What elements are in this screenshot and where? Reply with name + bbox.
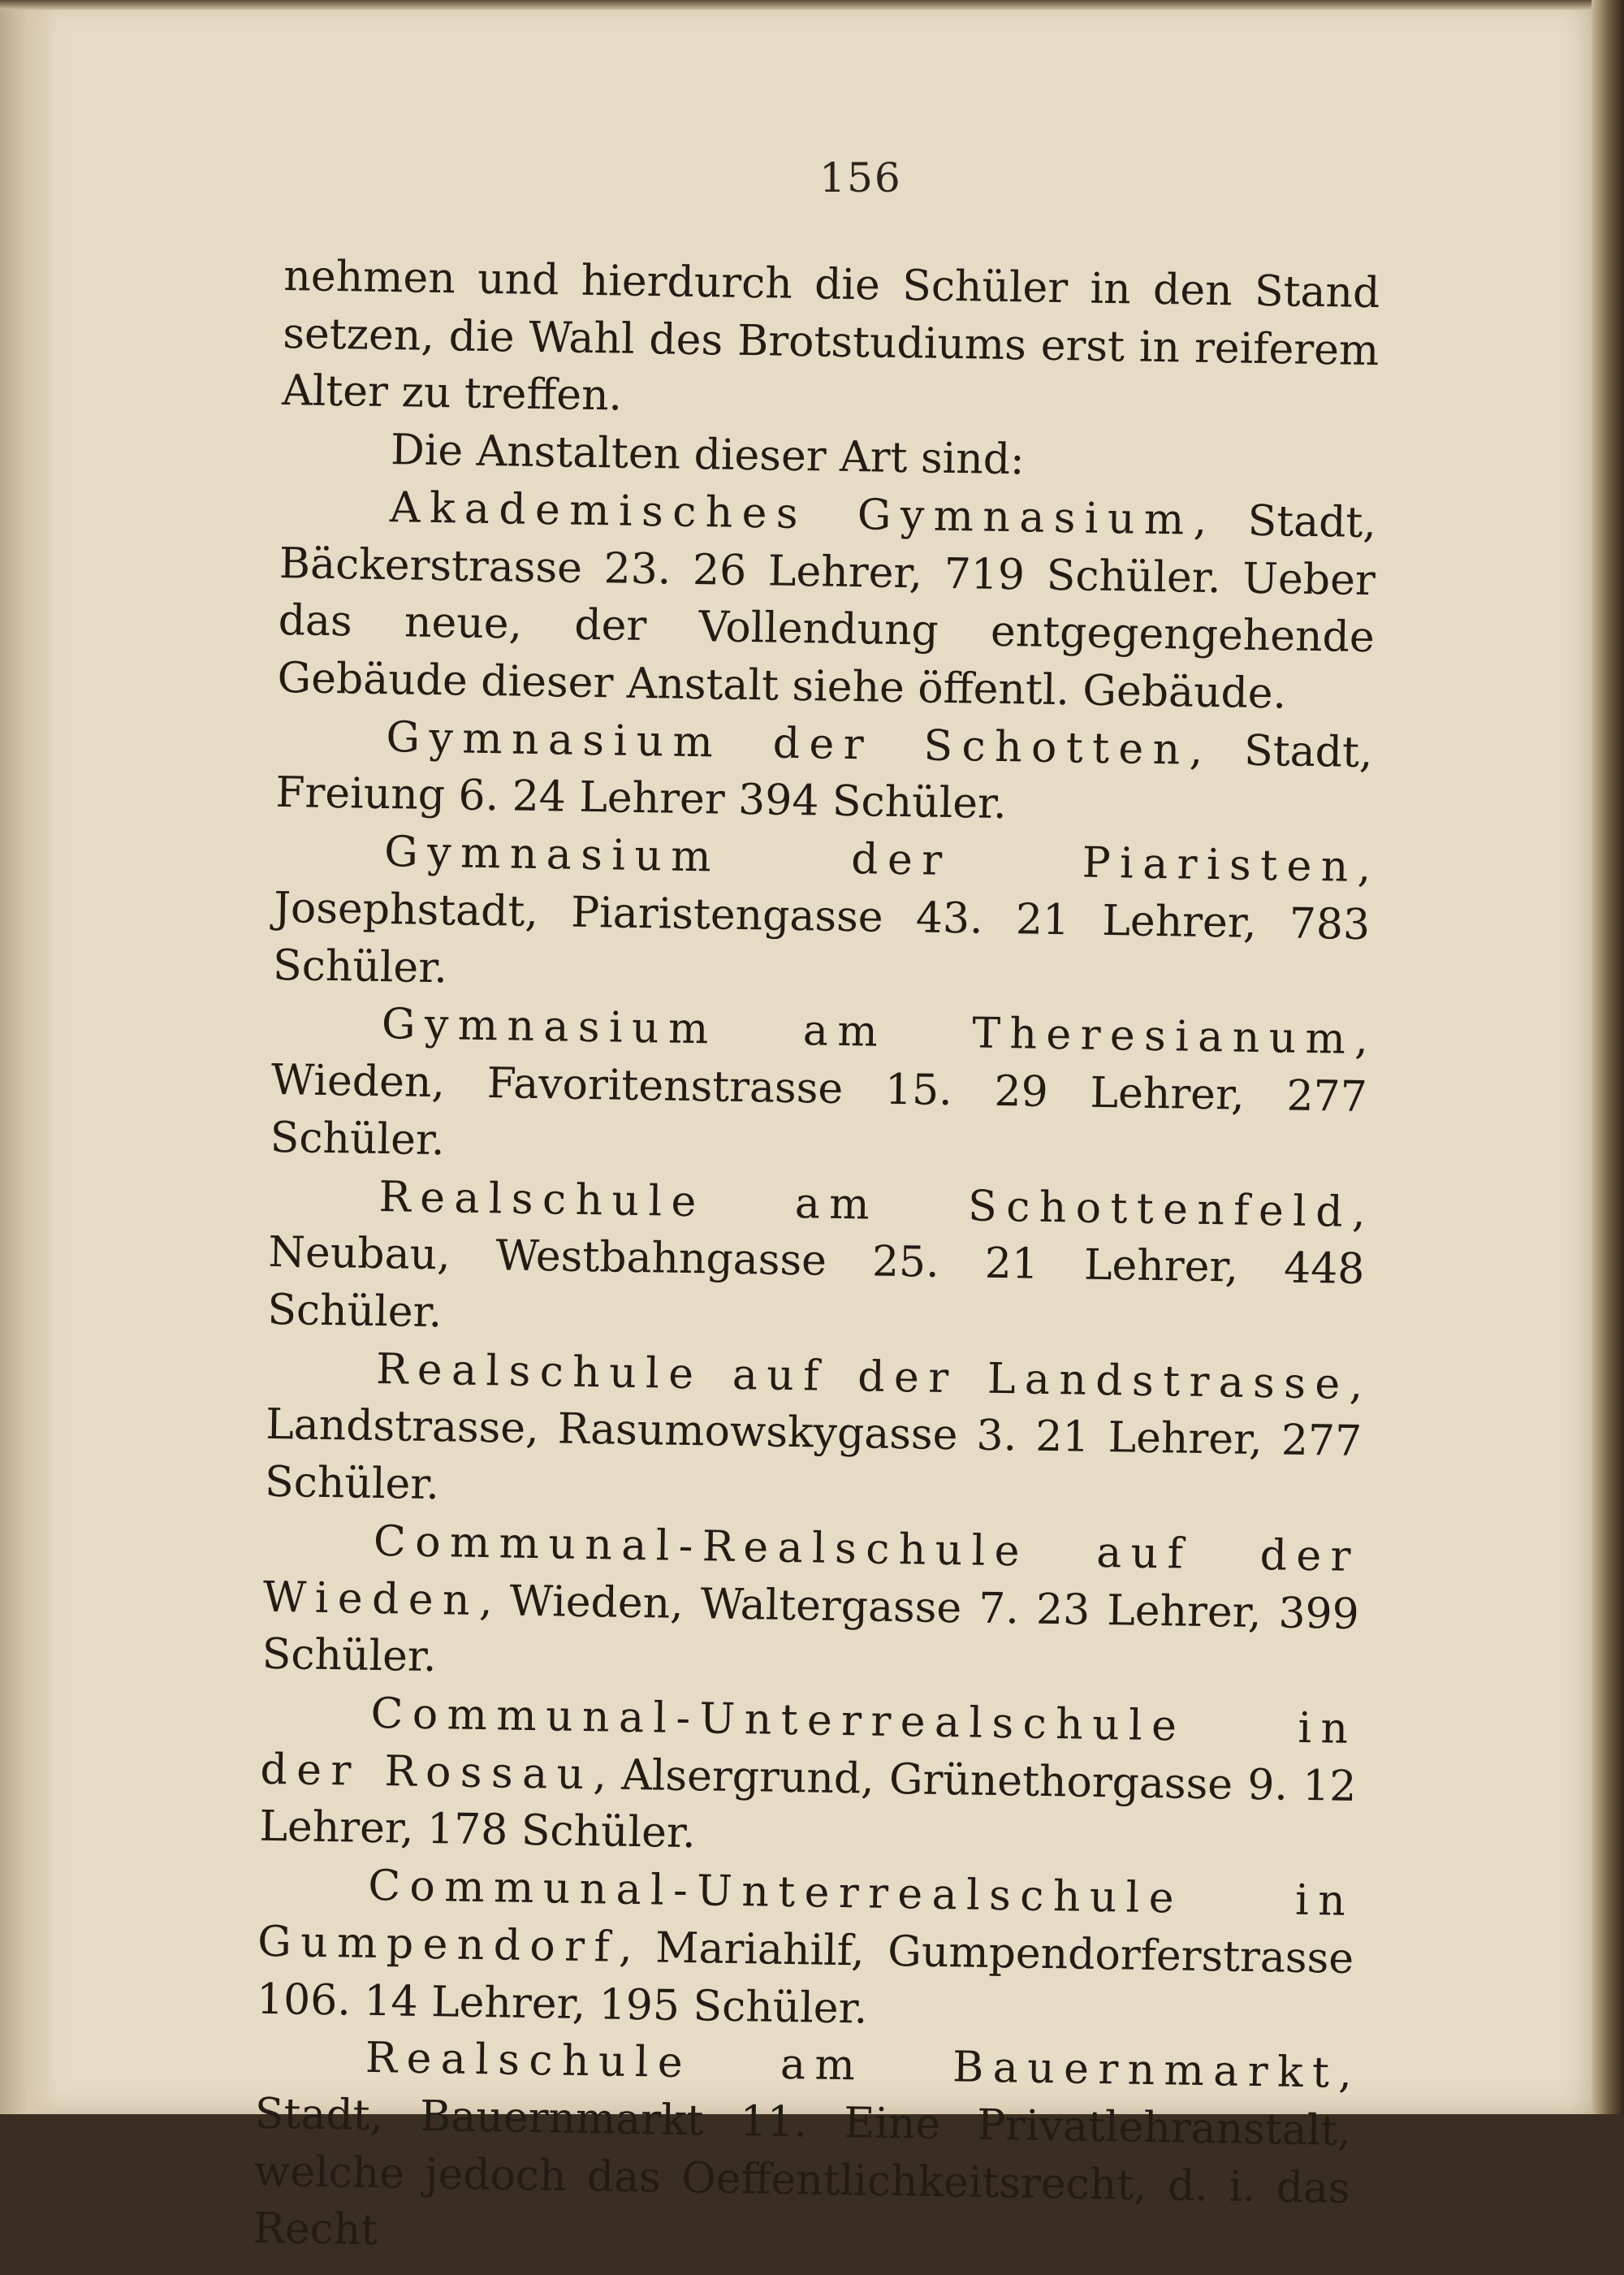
school-entry <box>270 994 1368 1183</box>
page-number: 156 <box>819 154 902 201</box>
school-name: Realschule auf der Landstrasse <box>375 1344 1350 1409</box>
school-details: , Stadt, Bauernmarkt 11. Eine Privatlehranstalt, welche jedoch das Oeffentlichkeitsrecht, d. i. das Recht <box>253 2048 1353 2256</box>
school-entry <box>261 1512 1360 1701</box>
school-name: Gymnasium der Piaristen <box>383 828 1358 893</box>
school-name: Akademisches Gymnasium <box>389 482 1194 545</box>
school-entry <box>253 2028 1352 2275</box>
body-text <box>253 248 1380 2275</box>
school-details: , Mariahilf, Gumpendorferstrasse 106. 14 Lehrer, 195 Schüler. <box>256 1923 1354 2034</box>
school-details: , Neubau, Westbahngasse 25. 21 Lehrer, 448 Schüler. <box>266 1187 1366 1338</box>
school-name: Gymnasium der Schotten <box>386 712 1190 775</box>
school-details: , Wieden, Waltergasse 7. 23 Lehrer, 399 Schüler. <box>261 1576 1360 1682</box>
school-entry <box>273 822 1371 1011</box>
school-entry <box>265 1339 1363 1528</box>
school-entry <box>257 1856 1355 2045</box>
spine-shadow <box>0 0 57 2114</box>
school-name: Gymnasium am Theresianum <box>381 1000 1355 1065</box>
school-entry <box>259 1684 1358 1873</box>
paragraph-intro: Die Anstalten dieser Art sind: <box>390 426 1026 485</box>
top-edge <box>0 0 1624 10</box>
school-details: , Landstrasse, Rasumowskygasse 3. 21 Lehrer, 277 Schüler. <box>264 1360 1363 1510</box>
school-details: , Stadt, Freiung 6. 24 Lehrer 394 Schüler. <box>274 725 1373 829</box>
school-name: Realschule am Schottenfeld <box>378 1172 1353 1237</box>
school-name: Communal-Realschule auf der Wieden <box>262 1516 1361 1625</box>
school-name: Communal-Unterrealschule in Gumpendorf <box>257 1862 1355 1972</box>
school-details: , Alsergrund, Grünethorgasse 9. 12 Lehrer, 178 Schüler. <box>258 1750 1357 1858</box>
page-edge <box>1592 0 1624 2114</box>
school-details: , Josephstadt, Piaristengasse 43. 21 Lehrer, 783 Schüler. <box>272 843 1371 993</box>
school-name: Communal-Unterrealschule in der Rossau <box>260 1689 1358 1799</box>
school-entry <box>275 707 1373 840</box>
school-details: , Stadt, Bäckerstrasse 23. 26 Lehrer, 719 Schüler. Ueber das neue, der Vollendung entgegengehende Gebäude dieser Anstalt siehe öffentl. Gebäude. <box>277 495 1377 719</box>
paragraph-continuation: nehmen und hierdurch die Schüler in den Stand setzen, die Wahl des Brotstudiums erst in reiferem Alter zu treffen. <box>281 251 1380 421</box>
school-name: Realschule am Bauernmarkt <box>365 2034 1339 2098</box>
school-entry <box>267 1166 1366 1356</box>
school-details: , Wieden, Favoritenstrasse 15. 29 Lehrer, 277 Schüler. <box>270 1015 1369 1166</box>
school-entry <box>277 478 1376 724</box>
